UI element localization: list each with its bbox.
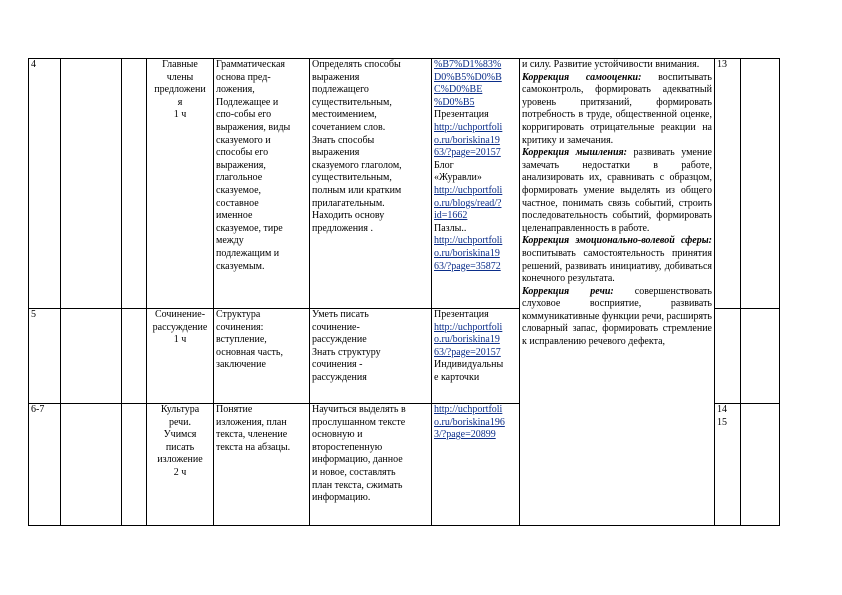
cell-text-line: сочетанием слов. <box>312 121 386 133</box>
cell-text-line: сочинения - <box>312 359 363 371</box>
cell-text-line: подлежащего <box>312 84 369 96</box>
expected-results-cell <box>310 309 432 404</box>
resources-cell <box>432 404 520 526</box>
resource-link[interactable]: http://uchportfoli <box>434 121 503 133</box>
empty-cell <box>122 404 147 526</box>
resource-link[interactable]: o.ru/boriskina19 <box>434 334 500 346</box>
correction-text: развивать умение замечать недостатки в работе, анализировать их, сравнивать с образцом, формировать умение выделять из общего частное, понимать связь событий, строить последовательность событий, формировать целенаправленность в работе. <box>522 147 712 234</box>
cell-text-line: выражения <box>312 147 360 159</box>
expected-results-cell <box>310 59 432 309</box>
cell-text-line: информацию, данное <box>312 454 403 466</box>
cell-text-line: Определять способы <box>312 59 401 70</box>
cell-text-line: второстепенную <box>312 441 383 453</box>
resource-label: е карточки <box>434 371 480 383</box>
cell-text-line: Грамматическая <box>216 59 285 70</box>
cell-text-line: я <box>177 96 183 108</box>
cell-text-line: основа пред- <box>216 71 271 83</box>
cell-text-line: подлежащим и <box>216 247 280 259</box>
cell-text-line: сказуемого глаголом, <box>312 159 402 171</box>
resource-label: Пазлы.. <box>434 222 467 234</box>
cell-text-line: сочинение- <box>312 321 360 333</box>
correction-heading: Коррекция речи: <box>522 285 614 297</box>
table-row <box>29 59 780 309</box>
correction-text: воспитывать самостоятельность принятия решений, развивать инициативу, добиваться конечного результата. <box>522 247 712 285</box>
cell-text-line: Научиться выделять в <box>312 404 406 415</box>
cell-text-line: Учимся <box>163 429 197 441</box>
cell-text-line: основная часть, <box>216 346 283 358</box>
resource-link[interactable]: o.ru/boriskina19 <box>434 134 500 146</box>
cell-text-line: и новое, составлять <box>312 466 396 478</box>
cell-text-line: Знать структуру <box>312 346 381 358</box>
cell-text-line: местоимением, <box>312 109 377 121</box>
lesson-topic-cell <box>147 404 214 526</box>
cell-text-line: Структура <box>216 309 261 320</box>
lesson-number: 5 <box>31 309 36 320</box>
empty-cell <box>122 309 147 404</box>
lesson-number-cell <box>29 309 61 404</box>
cell-text-line: вступление, <box>216 334 267 346</box>
empty-cell <box>61 404 122 526</box>
cell-text-line: информацию. <box>312 492 371 504</box>
cell-text-line: существительным, <box>312 96 392 108</box>
cell-text-line: 1 ч <box>173 109 187 121</box>
cell-text-line: план текста, сжимать <box>312 479 403 491</box>
resource-link[interactable]: D0%B5%D0%B <box>434 71 502 83</box>
resource-link[interactable]: C%D0%BE <box>434 84 483 96</box>
empty-cell <box>61 59 122 309</box>
lesson-content-cell <box>214 59 310 309</box>
empty-cell <box>61 309 122 404</box>
resource-link[interactable]: http://uchportfoli <box>434 321 503 333</box>
correction-paragraph <box>522 286 712 349</box>
lesson-number-cell <box>29 59 61 309</box>
cell-text-line: сказуемое, <box>216 184 262 196</box>
resource-link[interactable]: %D0%B5 <box>434 96 475 108</box>
cell-text-line: предложени <box>154 84 206 96</box>
correction-text: совершенствовать слуховое восприятие, развивать коммуникативные функции речи, расширять словарный запас, формировать стремление к исправлению речевого дефекта, <box>522 285 712 348</box>
textbook-page-cell <box>715 309 741 404</box>
cell-text-line: составное <box>216 197 259 209</box>
resource-link[interactable]: 63/?page=20157 <box>434 147 501 159</box>
cell-text-line: текста на абзацы. <box>216 441 291 453</box>
resource-link[interactable]: id=1662 <box>434 210 468 222</box>
cell-text-line: 2 ч <box>173 466 187 478</box>
cell-text-line: рассуждение <box>312 334 367 346</box>
cell-text-line: заключение <box>216 359 266 371</box>
cell-text-line: 1 ч <box>173 334 187 346</box>
resource-link[interactable]: 63/?page=35872 <box>434 260 501 272</box>
cell-text-line: именное <box>216 210 253 222</box>
cell-text-line: Сочинение- <box>154 309 206 320</box>
correction-paragraph <box>522 59 712 72</box>
cell-text-line: сказуемым. <box>216 260 265 272</box>
cell-text-line: Уметь писать <box>312 309 369 320</box>
cell-text-line: предложения . <box>312 222 374 234</box>
resource-link[interactable]: o.ru/boriskina19 <box>434 247 500 259</box>
resource-link[interactable]: http://uchportfoli <box>434 404 503 415</box>
textbook-page-cell <box>715 59 741 309</box>
cell-text-line: прилагательным. <box>312 197 385 209</box>
resource-link[interactable]: 3/?page=20899 <box>434 429 496 441</box>
cell-text-line: рассуждения <box>312 371 367 383</box>
resource-label: Презентация <box>434 109 489 121</box>
correction-work-cell <box>520 59 715 526</box>
cell-text-line: основную и <box>312 429 363 441</box>
resource-link[interactable]: o.ru/blogs/read/? <box>434 197 502 209</box>
cell-text-line: изложение <box>157 454 203 466</box>
cell-text-line: Главные <box>162 59 198 70</box>
cell-text-line: рассуждение <box>152 321 208 333</box>
lesson-number: 4 <box>31 59 36 70</box>
cell-text-line: сказуемое, тире <box>216 222 283 234</box>
cell-text-line: существительным, <box>312 172 392 184</box>
cell-text-line: речи. <box>168 416 192 428</box>
resource-link[interactable]: o.ru/boriskina196 <box>434 416 505 428</box>
correction-paragraph <box>522 147 712 235</box>
lesson-content-cell <box>214 404 310 526</box>
empty-cell <box>741 59 780 309</box>
resource-label: Блог <box>434 159 454 171</box>
lesson-plan-table <box>28 58 780 526</box>
cell-text-line: писать <box>165 441 195 453</box>
resource-link[interactable]: %B7%D1%83% <box>434 59 502 70</box>
resources-cell <box>432 309 520 404</box>
cell-text-line: Культура <box>160 404 200 415</box>
correction-text: воспитывать самоконтроль, формировать адекватный уровень притязаний, формировать потребность в труде, общественной оценке, корригировать отрицательные реакции на критику и замечания. <box>522 71 712 146</box>
cell-text-line: прослушанном тексте <box>312 416 406 428</box>
cell-text-line: ложения, <box>216 84 255 96</box>
cell-text-line: члены <box>166 71 194 83</box>
correction-text: и силу. Развитие устойчивости внимания. <box>522 59 700 70</box>
resource-label: Презентация <box>434 309 489 320</box>
cell-text-line: способы его <box>216 147 269 159</box>
correction-paragraph <box>522 72 712 148</box>
cell-text-line: глагольное <box>216 172 263 184</box>
expected-results-cell <box>310 404 432 526</box>
cell-text-line: спо-собы его <box>216 109 272 121</box>
cell-text-line: Понятие <box>216 404 253 415</box>
textbook-page: 13 <box>717 59 727 70</box>
correction-heading: Коррекция эмоционально-волевой сферы: <box>522 235 712 247</box>
resource-link[interactable]: 63/?page=20157 <box>434 346 501 358</box>
empty-cell <box>741 404 780 526</box>
cell-text-line: изложения, план <box>216 416 287 428</box>
cell-text-line: текста, членение <box>216 429 288 441</box>
cell-text-line: сказуемого и <box>216 134 271 146</box>
empty-cell <box>122 59 147 309</box>
resource-label: «Журавли» <box>434 172 482 184</box>
cell-text-line: Находить основу <box>312 210 385 222</box>
cell-text-line: выражения <box>312 71 360 83</box>
correction-heading: Коррекция самооценки: <box>522 71 642 83</box>
cell-text-line: Подлежащее и <box>216 96 279 108</box>
correction-paragraph <box>522 235 712 285</box>
cell-text-line: выражения, виды <box>216 121 291 133</box>
resources-cell <box>432 59 520 309</box>
resource-link[interactable]: http://uchportfoli <box>434 235 503 247</box>
resource-link[interactable]: http://uchportfoli <box>434 184 503 196</box>
textbook-page-cell <box>715 404 741 526</box>
lesson-number: 6-7 <box>31 404 45 415</box>
lesson-number-cell <box>29 404 61 526</box>
cell-text-line: полным или кратким <box>312 184 402 196</box>
lesson-content-cell <box>214 309 310 404</box>
lesson-topic-cell <box>147 59 214 309</box>
lesson-topic-cell <box>147 309 214 404</box>
resource-label: Индивидуальны <box>434 359 504 371</box>
textbook-page: 14 15 <box>717 404 727 428</box>
correction-heading: Коррекция мышления: <box>522 147 627 159</box>
cell-text-line: Знать способы <box>312 134 375 146</box>
cell-text-line: между <box>216 235 244 247</box>
cell-text-line: сочинения: <box>216 321 264 333</box>
empty-cell <box>741 309 780 404</box>
cell-text-line: выражения, <box>216 159 266 171</box>
